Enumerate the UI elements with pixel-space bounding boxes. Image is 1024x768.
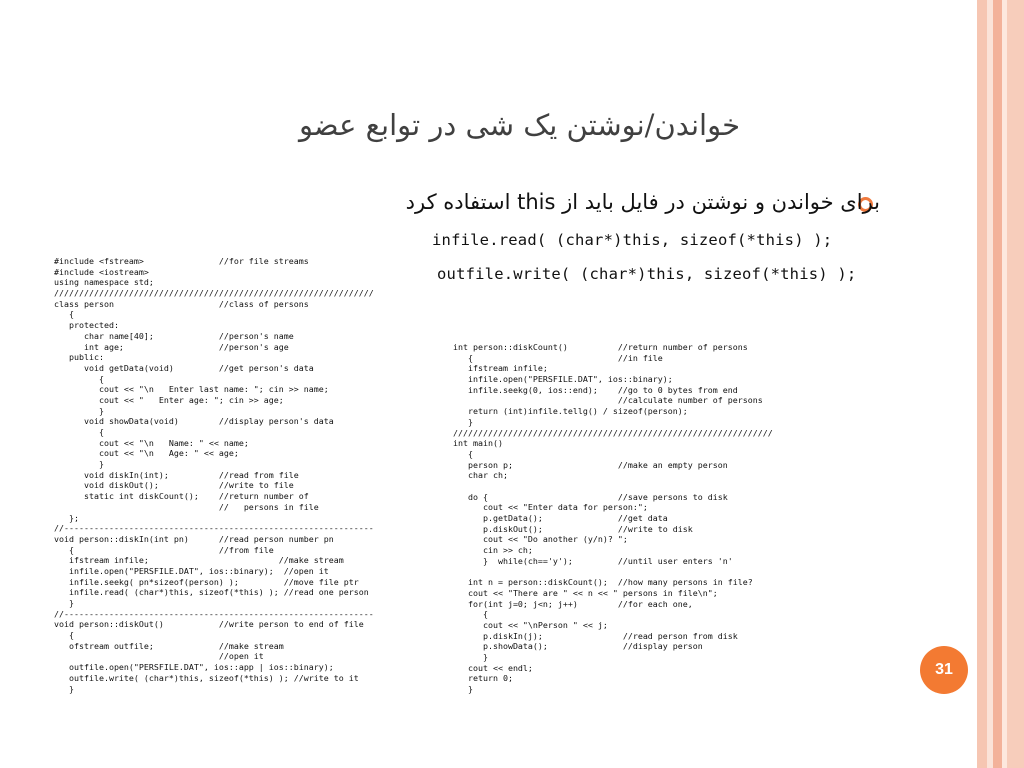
code-listing-right (453, 342, 773, 695)
decor-stripe (1007, 0, 1024, 768)
code-line: { (453, 448, 473, 459)
code-line: void showData(void) //display person's data (54, 416, 334, 427)
code-line: ofstream outfile; //make stream (54, 640, 284, 651)
code-line: } (54, 405, 104, 416)
code-line: class person //class of persons (54, 298, 309, 309)
code-line: void diskIn(int); //read from file (54, 469, 299, 480)
code-line: int age; //person's age (54, 341, 289, 352)
code-line: cout << endl; (453, 662, 533, 673)
code-line: //////////////////////////////////////////////////////////////// (453, 427, 773, 438)
code-line: for(int j=0; j<n; j++) //for each one, (453, 598, 693, 609)
code-line (453, 566, 773, 577)
code-line: infile.open("PERSFILE.DAT", ios::binary); (453, 374, 673, 385)
slide-bullet-text: برای خواندن و نوشتن در فایل باید از this استفاده کرد (405, 190, 880, 214)
code-line: { (54, 373, 104, 384)
decor-stripe (977, 0, 987, 768)
code-line: outfile.write( (char*)this, sizeof(*this) ); //write to it (54, 672, 359, 683)
code-line: } (54, 683, 74, 694)
code-line: public: (54, 352, 104, 363)
code-line: //-------------------------------------------------------------- (54, 608, 374, 619)
code-line: p.getData(); //get data (453, 513, 668, 523)
code-line: outfile.open("PERSFILE.DAT", ios::app | ios::binary); (54, 662, 334, 673)
code-line: #include <iostream> (54, 266, 149, 277)
code-line: int main() (453, 438, 503, 449)
code-line: infile.read( (char*)this, sizeof(*this) ); //read one person (54, 587, 369, 598)
code-line: void person::diskIn(int pn) //read person number pn (54, 533, 334, 544)
code-line: static int diskCount(); //return number of (54, 491, 309, 502)
code-line: cout << " Enter age: "; cin >> age; (54, 394, 284, 405)
code-line: do { //save persons to disk (453, 491, 728, 502)
code-line: } (453, 416, 473, 427)
code-line: p.showData(); //display person (453, 641, 703, 652)
code-line: { (54, 630, 74, 641)
code-line: infile.seekg( pn*sizeof(person) ); //move file ptr (54, 576, 359, 587)
code-line: char name[40]; //person's name (54, 330, 294, 341)
code-line: } while(ch=='y'); //until user enters 'n' (453, 555, 733, 566)
code-line: { (54, 309, 74, 320)
code-line: infile.seekg(0, ios::end); //go to 0 bytes from end (453, 384, 738, 395)
decor-stripe (993, 0, 1002, 768)
code-snippet-read: infile.read( (char*)this, sizeof(*this) ); (432, 231, 833, 249)
code-line: char ch; (453, 470, 508, 481)
code-line: //-------------------------------------------------------------- (54, 523, 374, 534)
code-line: { (453, 609, 488, 620)
code-line: } (54, 598, 74, 608)
code-line: }; (54, 512, 79, 523)
code-line: p.diskIn(j); //read person from disk (453, 630, 738, 641)
code-line: cout << "\n Name: " << name; (54, 437, 249, 448)
page-number-badge: 31 (920, 646, 968, 694)
code-line: cout << "Do another (y/n)? "; (453, 534, 628, 545)
code-line (453, 481, 773, 492)
code-line: { //from file (54, 544, 274, 555)
code-listing-left (54, 256, 374, 694)
code-line: cout << "\nPerson " << j; (453, 619, 608, 630)
code-line: return 0; (453, 673, 513, 684)
code-line: int n = person::diskCount(); //how many persons in file? (453, 577, 753, 588)
code-line: // persons in file (54, 501, 319, 512)
code-line: cin >> ch; (453, 545, 533, 556)
code-snippet-write: outfile.write( (char*)this, sizeof(*this) ); (437, 265, 857, 283)
code-line: //calculate number of persons (453, 395, 763, 406)
code-line: cout << "There are " << n << " persons in file\n"; (453, 587, 718, 598)
code-line: cout << "\n Age: " << age; (54, 448, 239, 459)
code-line: return (int)infile.tellg() / sizeof(person); (453, 406, 688, 417)
code-line: ifstream infile; (453, 363, 548, 374)
code-line: ifstream infile; //make stream (54, 555, 344, 566)
code-line: } (54, 459, 104, 470)
code-line: { //in file (453, 352, 663, 363)
code-line: protected: (54, 320, 119, 331)
code-line: cout << "\n Enter last name: "; cin >> name; (54, 384, 329, 395)
code-line: //////////////////////////////////////////////////////////////// (54, 288, 374, 299)
code-line: //open it (54, 651, 264, 662)
code-line: int person::diskCount() //return number of persons (453, 342, 748, 352)
code-line: void getData(void) //get person's data (54, 362, 314, 373)
code-line: cout << "Enter data for person:"; (453, 502, 648, 513)
code-line: infile.open("PERSFILE.DAT", ios::binary); //open it (54, 565, 329, 576)
code-line: void person::diskOut() //write person to end of file (54, 619, 364, 630)
code-line: } (453, 684, 473, 694)
code-line: #include <fstream> //for file streams (54, 256, 309, 266)
slide-title: خواندن/نوشتن یک شی در توابع عضو (298, 108, 740, 142)
code-line: p.diskOut(); //write to disk (453, 523, 693, 534)
code-line: using namespace std; (54, 277, 154, 288)
code-line: { (54, 427, 104, 437)
code-line: void diskOut(); //write to file (54, 480, 294, 491)
code-line: person p; //make an empty person (453, 459, 728, 470)
code-line: } (453, 651, 488, 662)
